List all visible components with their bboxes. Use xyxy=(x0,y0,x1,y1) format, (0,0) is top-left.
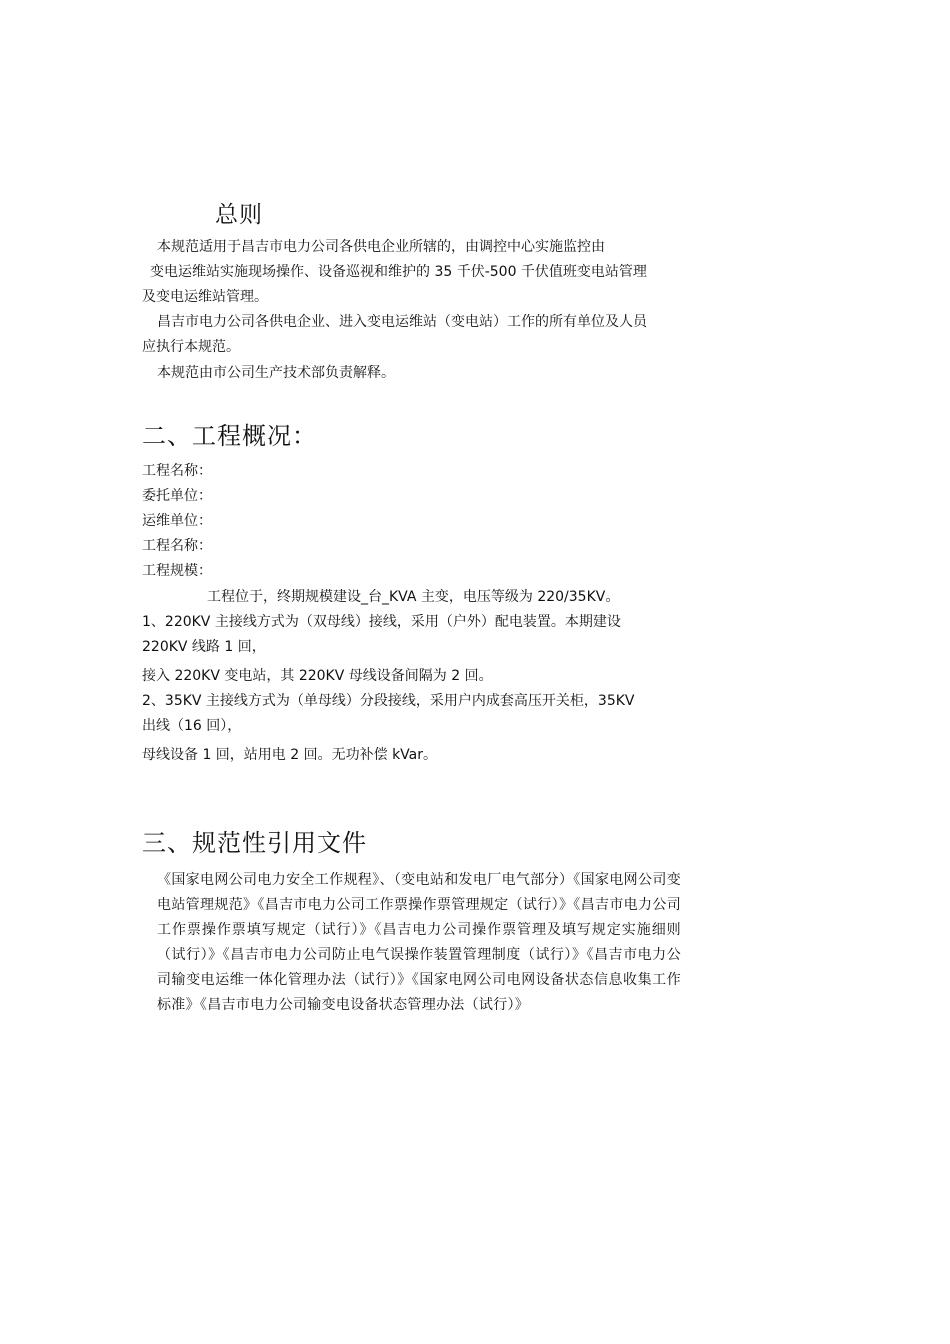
section-title-normative-references: 三、规范性引用文件 xyxy=(142,829,367,857)
field-label: 委托单位： xyxy=(142,488,212,504)
paragraph-line: 昌吉市电力公司各供电企业、进入变电运维站（变电站）工作的所有单位及人员 xyxy=(157,314,647,330)
field-label: 工程名称： xyxy=(142,538,212,554)
field-label: 工程规模： xyxy=(142,563,212,579)
paragraph-line: 母线设备 1 回，站用电 2 回。无功补偿 kVar。 xyxy=(142,747,437,763)
paragraph-line: 接入 220KV 变电站，其 220KV 母线设备间隔为 2 回。 xyxy=(142,668,493,684)
section-title-general: 总则 xyxy=(215,202,263,228)
paragraph-line: 变电运维站实施现场操作、设备巡视和维护的 35 千伏-500 千伏值班变电站管理 xyxy=(150,264,647,280)
paragraph-line: 本规范由市公司生产技术部负责解释。 xyxy=(157,365,395,381)
section-title-project-overview: 二、工程概况： xyxy=(142,422,317,450)
field-label: 工程名称： xyxy=(142,463,212,479)
paragraph-line: 220KV 线路 1 回， xyxy=(142,639,266,655)
paragraph-line: 本规范适用于昌吉市电力公司各供电企业所辖的，由调控中心实施监控由 xyxy=(157,239,605,255)
paragraph-line: 出线（16 回）， xyxy=(142,718,242,734)
paragraph-line: 及变电运维站管理。 xyxy=(142,289,268,305)
field-label: 运维单位： xyxy=(142,513,212,529)
paragraph-line: 工程位于，终期规模建设_台_KVA 主变，电压等级为 220/35KV。 xyxy=(207,589,620,605)
paragraph-line: 1、220KV 主接线方式为（双母线）接线，采用（户外）配电装置。本期建设 xyxy=(142,614,621,630)
paragraph-line: 2、35KV 主接线方式为（单母线）分段接线，采用户内成套高压开关柜，35KV xyxy=(142,693,635,709)
paragraph-line: 应执行本规范。 xyxy=(142,339,240,355)
references-paragraph: 《国家电网公司电力安全工作规程》、（变电站和发电厂电气部分）《国家电网公司变电站管理规范》《昌吉市电力公司工作票操作票管理规定（试行）》《昌吉市电力公司工作票操作票填写规定（试行）》《昌吉电力公司操作票管理及填写规定实施细则（试行）》《昌吉市电力公司防止电气误操作装置管理制度（试行）》《昌吉市电力公司输变电运维一体化管理办法（试行）》《国家电网公司电网设备状态信息收集工作标准》《昌吉市电力公司输变电设备状态管理办法（试行）》 xyxy=(157,872,681,1013)
